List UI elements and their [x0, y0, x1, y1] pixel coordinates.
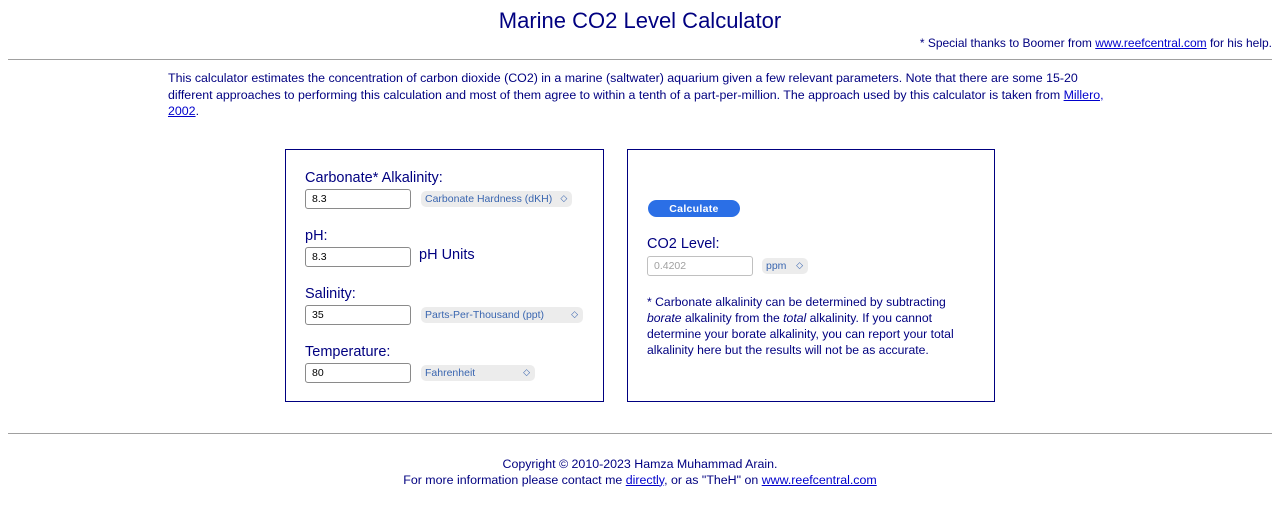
calculate-button[interactable]: Calculate: [648, 200, 740, 217]
note-text-3: alkalinity. If you cannot determine your borate alkalinity, you can report your total alkalinity here but the results will not be as accurate.: [647, 311, 954, 357]
co2-unit-value: ppm: [766, 260, 787, 272]
intro-paragraph: [168, 70, 1108, 120]
note-text-2: alkalinity from the: [681, 311, 784, 325]
input-panel: [285, 149, 604, 402]
ph-unit-label: pH Units: [419, 247, 475, 263]
co2-level-label: CO2 Level:: [647, 236, 720, 252]
alkalinity-label: Carbonate* Alkalinity:: [305, 170, 443, 186]
alkalinity-unit-value: Carbonate Hardness (dKH): [425, 193, 553, 205]
reefcentral-link-footer[interactable]: www.reefcentral.com: [761, 472, 877, 487]
contact-line: [0, 473, 1280, 489]
chevron-updown-icon: ◇: [571, 309, 578, 319]
note-emphasis-total: total: [783, 311, 807, 325]
alkalinity-input[interactable]: [305, 189, 411, 209]
temperature-label: Temperature:: [305, 344, 391, 360]
top-divider: [8, 59, 1272, 60]
salinity-unit-value: Parts-Per-Thousand (ppt): [425, 309, 545, 321]
ph-input[interactable]: [305, 247, 411, 267]
temperature-unit-select[interactable]: [421, 365, 535, 381]
chevron-updown-icon: ◇: [560, 193, 568, 203]
alkalinity-footnote: [647, 294, 972, 358]
salinity-label: Salinity:: [305, 286, 356, 302]
contact-prefix: For more information please contact me: [403, 472, 626, 487]
reefcentral-link-header[interactable]: www.reefcentral.com: [1095, 36, 1207, 50]
alkalinity-unit-select[interactable]: [421, 191, 572, 207]
temperature-input[interactable]: [305, 363, 411, 383]
chevron-updown-icon: ◇: [796, 260, 803, 270]
millero-link[interactable]: Millero, 2002: [168, 87, 1104, 118]
contact-directly-link[interactable]: directly: [625, 472, 665, 487]
note-emphasis-borate: borate: [647, 311, 682, 325]
bottom-divider: [8, 433, 1272, 434]
copyright-text: Copyright © 2010-2023 Hamza Muhammad Arain.: [502, 457, 778, 471]
co2-level-output[interactable]: [647, 256, 753, 276]
result-panel: [627, 149, 995, 402]
thanks-note: [920, 36, 1272, 50]
note-text-1: * Carbonate alkalinity can be determined by subtracting: [647, 295, 946, 309]
salinity-input[interactable]: [305, 305, 411, 325]
contact-middle: , or as "TheH" on: [664, 472, 762, 487]
thanks-suffix: for his help.: [1206, 36, 1272, 50]
chevron-updown-icon: ◇: [523, 367, 530, 377]
co2-unit-select[interactable]: [762, 258, 808, 274]
footer: [0, 457, 1280, 488]
ph-label: pH:: [305, 228, 328, 244]
intro-suffix: .: [195, 104, 200, 118]
salinity-unit-select[interactable]: [421, 307, 583, 323]
intro-text: This calculator estimates the concentration of carbon dioxide (CO2) in a marine (saltwater) aquarium given a few relevant parameters. Note that there are some 15-20 different approaches to performing this calculation and most of them agree to within a tenth of a part-per-million. The approach used by this calculator is taken from: [168, 71, 1078, 102]
temperature-unit-value: Fahrenheit: [425, 367, 476, 379]
thanks-prefix: * Special thanks to Boomer from: [919, 36, 1096, 50]
page-title: Marine CO2 Level Calculator: [498, 8, 782, 33]
